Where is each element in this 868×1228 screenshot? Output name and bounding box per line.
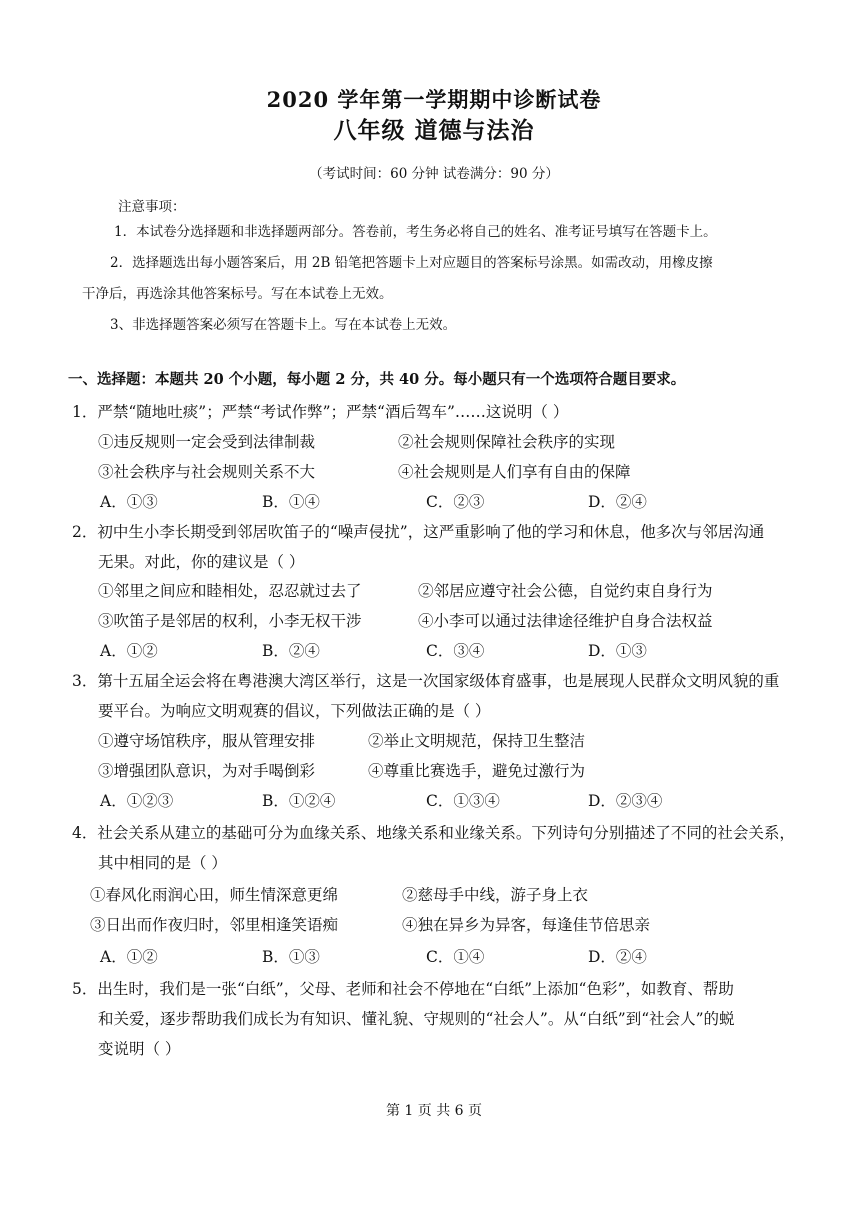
statement-item: ②慈母手中线，游子身上衣 — [402, 886, 589, 904]
question-stem: 2．初中生小李长期受到邻居吹笛子的“噪声侵扰”，这严重影响了他的学习和休息，他多次与邻居沟通 — [72, 523, 765, 541]
answer-choices — [100, 636, 820, 666]
notice-item: 1．本试卷分选择题和非选择题两部分。答卷前，考生务必将自己的姓名、准考证号填写在答题卡上。 — [114, 224, 717, 240]
question-items — [98, 457, 818, 487]
exam-title: 2020 学年第一学期期中诊断试卷 — [266, 87, 602, 112]
choice-d: D．②③④ — [588, 792, 663, 810]
statement-item: ③吹笛子是邻居的权利，小李无权干涉 — [98, 612, 362, 630]
question-items — [90, 910, 810, 940]
statement-item: ③增强团队意识，为对手喝倒彩 — [98, 762, 316, 780]
question-stem-cont: 要平台。为响应文明观赛的倡议，下列做法正确的是（ ） — [98, 702, 491, 720]
choice-c: C．①③④ — [426, 792, 500, 810]
question-stem-cont: 其中相同的是（ ） — [98, 854, 227, 872]
choice-b: B．②④ — [262, 642, 320, 660]
question-4 — [72, 818, 832, 878]
choice-a: A．①③ — [100, 493, 158, 511]
statement-item: ②社会规则保障社会秩序的实现 — [398, 433, 616, 451]
question-stem-cont: 和关爱，逐步帮助我们成长为有知识、懂礼貌、守规则的“社会人”。从“白纸”到“社会人”的蜕 — [98, 1010, 735, 1028]
question-items — [98, 427, 818, 457]
question-stem: 5．出生时，我们是一张“白纸”，父母、老师和社会不停地在“白纸”上添加“色彩”，如教育、帮助 — [72, 980, 734, 998]
notice-item: 2．选择题选出每小题答案后，用 2B 铅笔把答题卡上对应题目的答案标号涂黑。如需改动，用橡皮擦 — [110, 255, 713, 271]
choice-b: B．①②④ — [262, 792, 336, 810]
notice-item: 干净后，再选涂其他答案标号。写在本试卷上无效。 — [82, 286, 393, 302]
choice-d: D．①③ — [588, 642, 647, 660]
answer-choices — [100, 942, 820, 972]
choice-c: C．①④ — [426, 948, 485, 966]
choice-b: B．①④ — [262, 493, 320, 511]
statement-item: ①春风化雨润心田，师生情深意更绵 — [90, 886, 339, 904]
question-3 — [72, 666, 832, 726]
statement-item: ③社会秩序与社会规则关系不大 — [98, 463, 316, 481]
choice-d: D．②④ — [588, 493, 647, 511]
exam-info: （考试时间：60 分钟 试卷满分：90 分） — [309, 166, 559, 182]
choice-b: B．①③ — [262, 948, 320, 966]
statement-item: ④独在异乡为异客，每逢佳节倍思亲 — [402, 916, 651, 934]
choice-a: A．①② — [100, 642, 158, 660]
statement-item: ④社会规则是人们享有自由的保障 — [398, 463, 631, 481]
statement-item: ④尊重比赛选手，避免过激行为 — [368, 762, 586, 780]
question-items — [98, 726, 818, 756]
choice-d: D．②④ — [588, 948, 647, 966]
notice-heading: 注意事项： — [118, 199, 186, 215]
question-5 — [72, 974, 832, 1064]
choice-c: C．②③ — [426, 493, 485, 511]
section-heading: 一、选择题：本题共 20 个小题，每小题 2 分，共 40 分。每小题只有一个选项符合题目要求。 — [68, 371, 686, 388]
question-stem-cont: 变说明（ ） — [98, 1040, 181, 1058]
question-stem: 1．严禁“随地吐痰”；严禁“考试作弊”；严禁“酒后驾车”……这说明（ ） — [72, 403, 569, 421]
question-items — [90, 880, 810, 910]
question-stem-cont: 无果。对此，你的建议是（ ） — [98, 553, 305, 571]
statement-item: ①违反规则一定会受到法律制裁 — [98, 433, 316, 451]
question-1 — [72, 397, 832, 427]
answer-choices — [100, 487, 820, 517]
answer-choices — [100, 786, 820, 816]
question-items — [98, 756, 818, 786]
statement-item: ③日出而作夜归时，邻里相逢笑语痴 — [90, 916, 339, 934]
question-2 — [72, 517, 832, 577]
statement-item: ④小李可以通过法律途径维护自身合法权益 — [418, 612, 713, 630]
notice-item: 3、非选择题答案必须写在答题卡上。写在本试卷上无效。 — [110, 317, 457, 333]
choice-a: A．①②③ — [100, 792, 174, 810]
question-items — [98, 576, 818, 606]
statement-item: ②邻居应遵守社会公德，自觉约束自身行为 — [418, 582, 713, 600]
page-number: 第 1 页 共 6 页 — [385, 1103, 483, 1119]
question-items — [98, 606, 818, 636]
choice-c: C．③④ — [426, 642, 485, 660]
question-stem: 4．社会关系从建立的基础可分为血缘关系、地缘关系和业缘关系。下列诗句分别描述了不同的社会关系， — [72, 824, 795, 842]
choice-a: A．①② — [100, 948, 158, 966]
exam-subtitle: 八年级 道德与法治 — [333, 117, 535, 144]
statement-item: ①邻里之间应和睦相处，忍忍就过去了 — [98, 582, 362, 600]
statement-item: ①遵守场馆秩序，服从管理安排 — [98, 732, 316, 750]
statement-item: ②举止文明规范，保持卫生整洁 — [368, 732, 586, 750]
question-stem: 3．第十五届全运会将在粤港澳大湾区举行，这是一次国家级体育盛事，也是展现人民群众文明风貌的重 — [72, 672, 780, 690]
